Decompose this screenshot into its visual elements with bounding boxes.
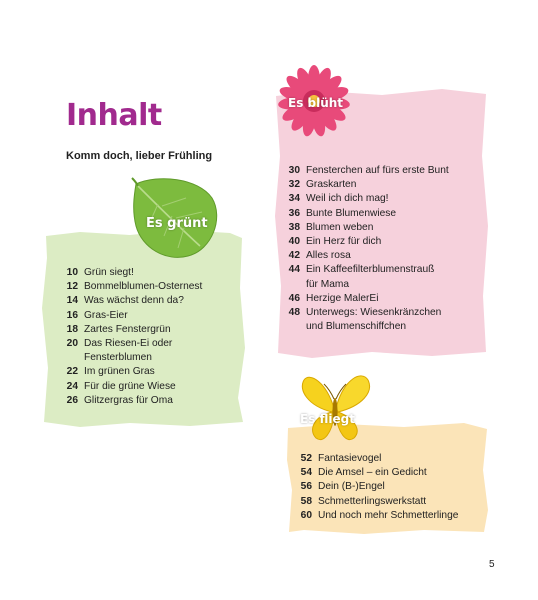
toc-entry[interactable]: 26 Glitzergras für Oma <box>66 394 173 406</box>
toc-entry[interactable]: 16 Gras-Eier <box>66 309 128 321</box>
page-number: 5 <box>489 559 495 570</box>
toc-entry[interactable]: 60 Und noch mehr Schmetterlinge <box>300 509 459 521</box>
toc-entry[interactable]: 58 Schmetterlingswerkstatt <box>300 495 427 507</box>
toc-entry[interactable]: 36 Bunte Blumenwiese <box>288 207 397 219</box>
toc-entry[interactable]: 10 Grün siegt! <box>66 267 134 278</box>
toc-list-pink <box>284 164 484 334</box>
toc-entry[interactable]: 44 Ein Kaffeefilterblumenstrauß <box>288 264 435 276</box>
butterfly-icon <box>296 372 374 446</box>
toc-entry[interactable]: 48 Unterwegs: Wiesenkränzchen <box>288 307 442 319</box>
toc-entry-continued[interactable]: und Blumenschiffchen <box>306 321 407 333</box>
toc-entry[interactable]: 52 Fantasievogel <box>300 453 382 464</box>
toc-entry[interactable]: 38 Blumen weben <box>288 221 374 233</box>
toc-entry[interactable]: 22 Im grünen Gras <box>66 366 155 378</box>
section-badge-fliegt: Es fliegt <box>300 412 355 426</box>
toc-entry[interactable]: 40 Ein Herz für dich <box>288 236 382 248</box>
toc-entry[interactable]: 18 Zartes Fenstergrün <box>66 323 171 335</box>
toc-entry-continued[interactable]: für Mama <box>306 278 350 290</box>
toc-entry-continued[interactable]: Fensterblumen <box>84 352 152 364</box>
toc-entry[interactable]: 46 Herzige MalerEi <box>288 292 379 304</box>
toc-entry[interactable]: 42 Alles rosa <box>288 250 351 262</box>
toc-entry[interactable]: 54 Die Amsel – ein Gedicht <box>300 467 427 479</box>
toc-entry[interactable]: 24 Für die grüne Wiese <box>66 380 176 392</box>
toc-entry[interactable]: 32 Graskarten <box>288 179 357 191</box>
toc-list-yellow <box>296 452 488 523</box>
toc-entry[interactable]: 34 Weil ich dich mag! <box>288 193 389 205</box>
page-title: Inhalt <box>66 98 162 133</box>
section-badge-gruent: Es grünt <box>146 216 208 231</box>
toc-entry[interactable]: 12 Bommelblumen-Osternest <box>66 281 203 293</box>
toc-entry[interactable]: 14 Was wächst denn da? <box>66 295 184 307</box>
toc-entry[interactable]: 20 Das Riesen-Ei oder <box>66 338 173 350</box>
toc-entry[interactable]: 56 Dein (B-)Engel <box>300 481 385 493</box>
page-subtitle: Komm doch, lieber Frühling <box>66 150 213 162</box>
toc-list-green <box>62 266 242 408</box>
toc-entry[interactable]: 30 Fensterchen auf fürs erste Bunt <box>288 165 449 176</box>
section-badge-blueht: Es blüht <box>288 96 344 110</box>
